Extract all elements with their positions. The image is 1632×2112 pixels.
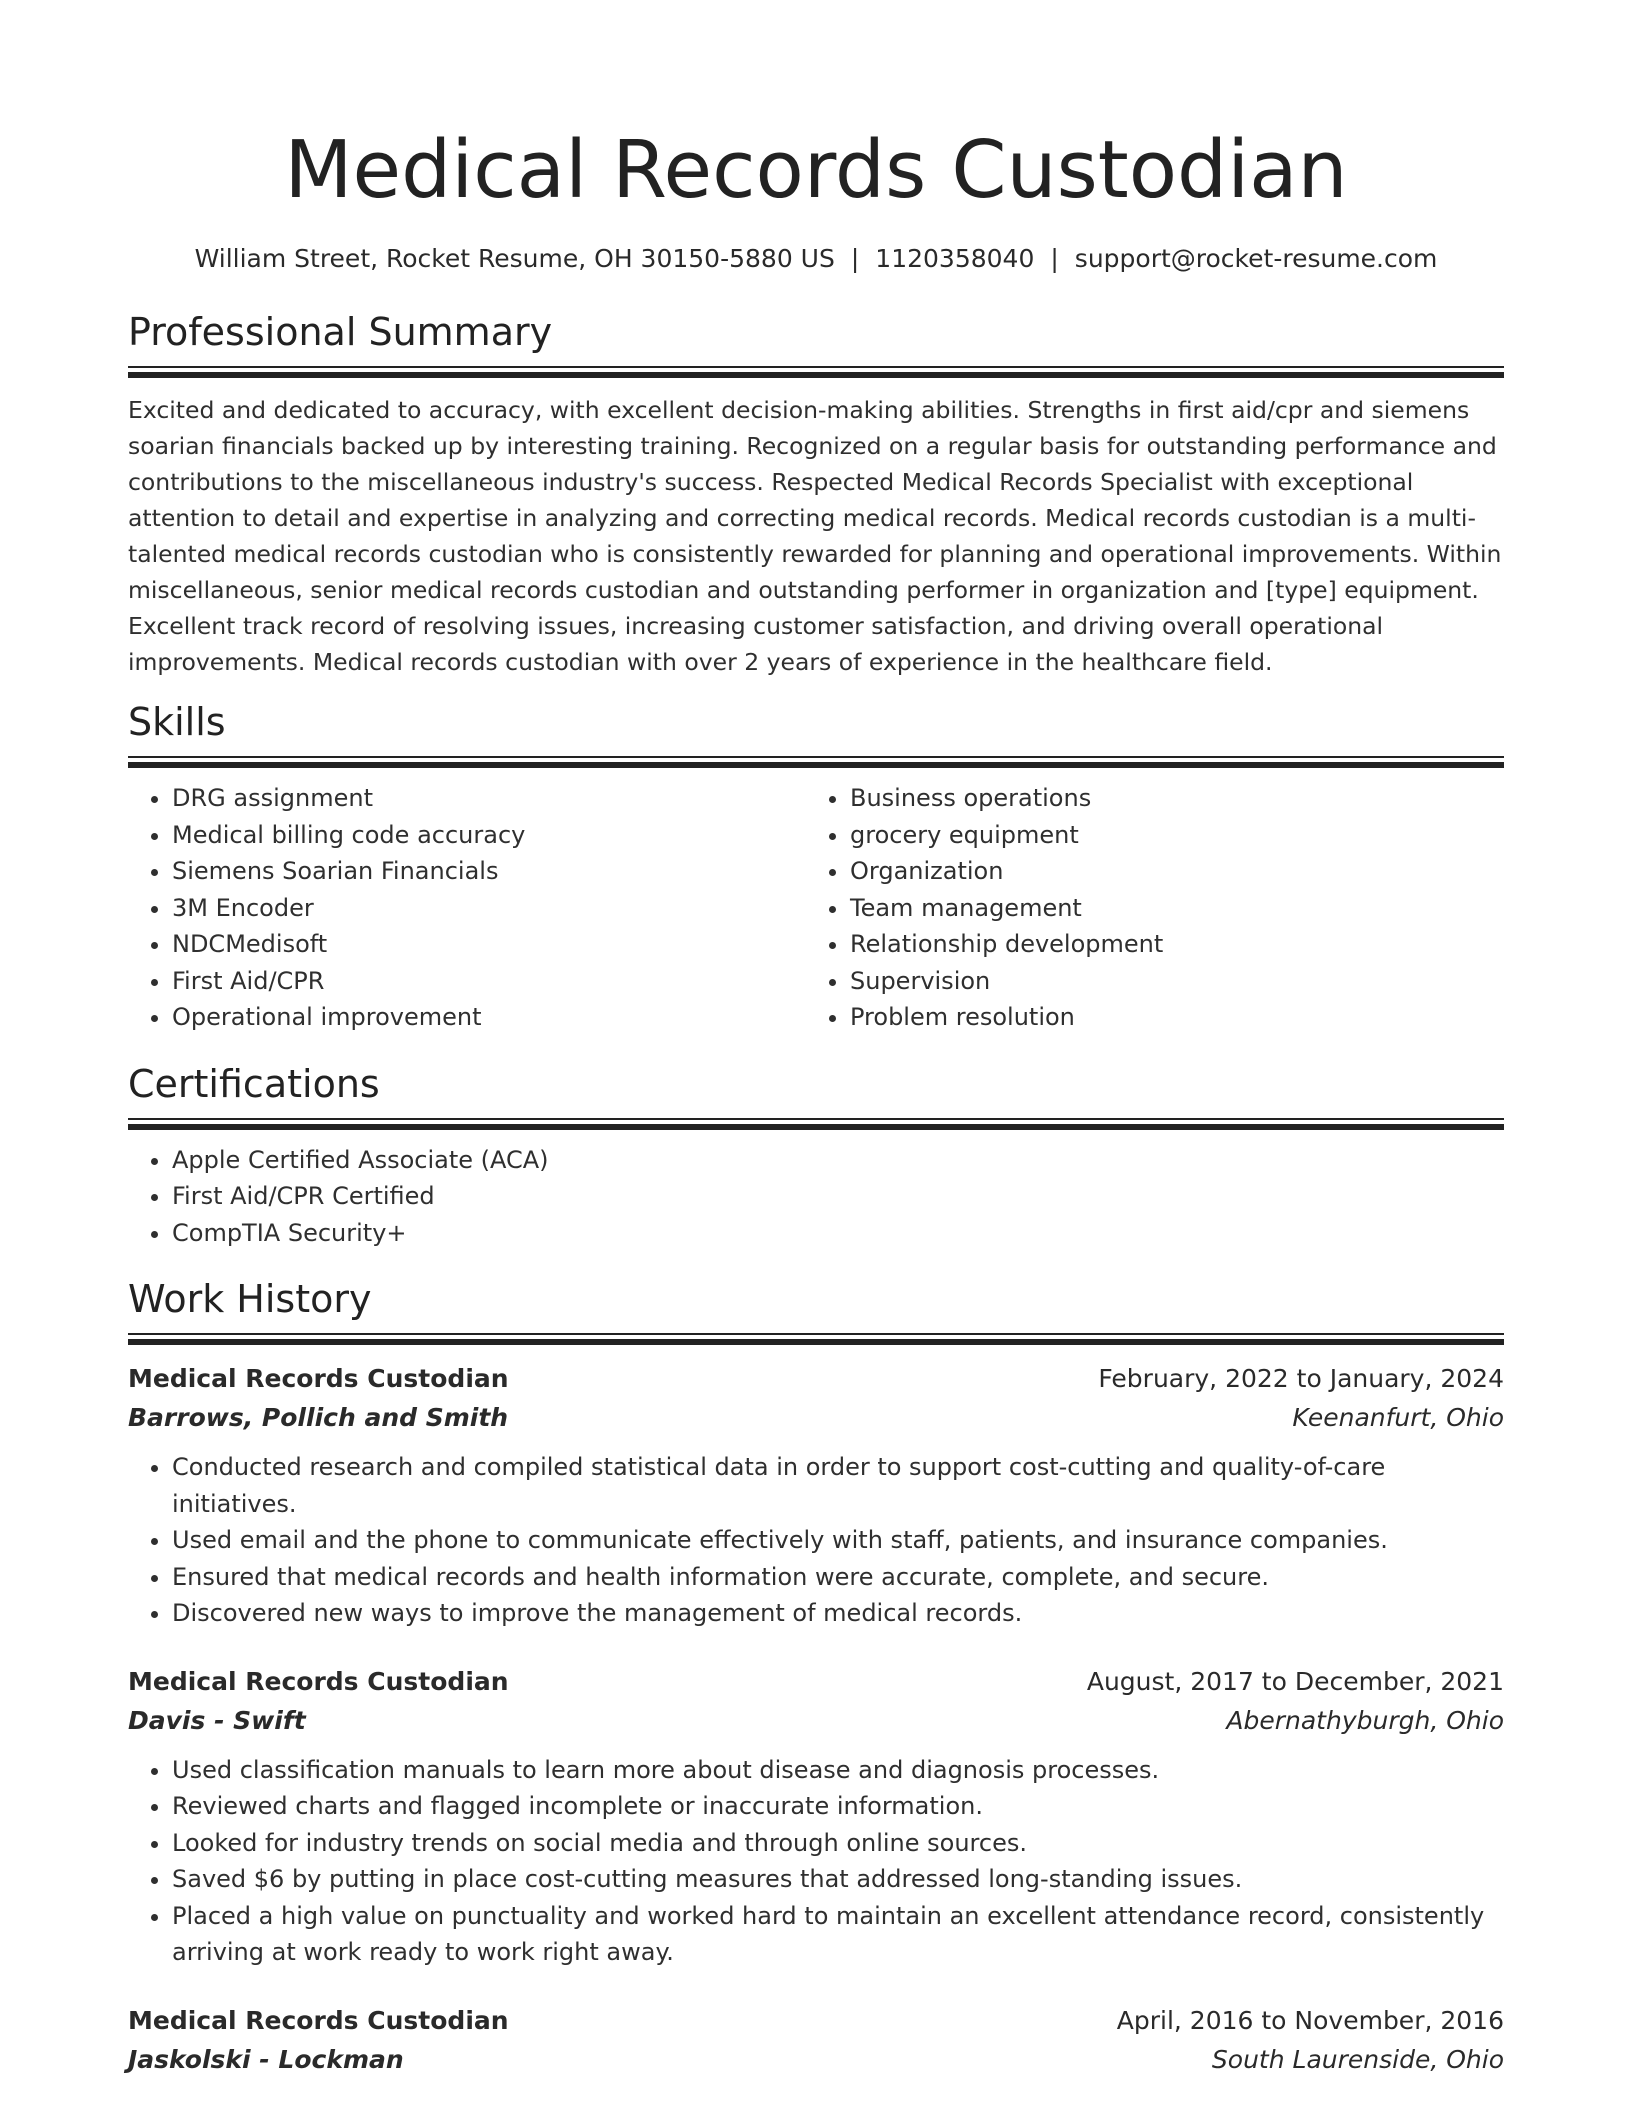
section-divider [128,366,1504,378]
job-bullet: • Discovered new ways to improve the management of medical records. [172,1595,1504,1632]
summary-section [128,308,1504,680]
job-dates: April, 2016 to November, 2016 [1116,2005,1504,2035]
job-company: Barrows, Pollich and Smith [128,1403,509,1432]
job-header-row [128,2001,1504,2040]
skills-grid [128,780,1504,1036]
resume-page [128,0,1504,2079]
job-entry [128,1359,1504,1632]
section-title-certifications: Certifications [128,1061,380,1106]
resume-name: Medical Records Custodian [284,124,1348,216]
job-bullet: • Conducted research and compiled statistical data in order to support cost-cutting and quality-of-care initiatives. [172,1449,1504,1522]
list-item: • 3M Encoder [172,890,806,927]
job-bullet: • Placed a high value on punctuality and worked hard to maintain an excellent attendance record, consistently arriving at work ready to work right away. [172,1898,1504,1971]
section-title-skills: Skills [128,700,226,744]
skills-column-left [128,780,806,1036]
section-divider [128,1118,1504,1130]
skills-list-left [128,780,806,1036]
job-bullet: • Ensured that medical records and health information were accurate, complete, and secure. [172,1559,1504,1596]
section-title-summary: Professional Summary [128,310,553,354]
job-dates: August, 2017 to December, 2021 [1086,1666,1504,1696]
job-bullets [128,1449,1504,1632]
job-bullet: • Used classification manuals to learn more about disease and diagnosis processes. [172,1752,1504,1789]
contact-line [128,242,1504,276]
job-company: Davis - Swift [128,1705,306,1735]
job-company-row [128,1398,1504,1437]
list-item: • Supervision [850,963,1484,1000]
list-item: • Problem resolution [850,999,1484,1036]
job-bullets [128,1752,1504,1971]
job-header-row [128,1662,1504,1701]
contact-address: William Street, Rocket Resume, OH 30150-5880 US [194,244,835,273]
list-item: • First Aid/CPR [172,963,806,1000]
job-header-row [128,1359,1504,1398]
job-company-row [128,2040,1504,2079]
job-bullet: • Reviewed charts and flagged incomplete or inaccurate information. [172,1788,1504,1825]
list-item: • grocery equipment [850,817,1484,854]
contact-separator: | [850,244,860,273]
work-history-list [128,1359,1504,2079]
skills-section [128,698,1504,1036]
job-entry [128,1662,1504,1971]
list-item: • Operational improvement [172,999,806,1036]
job-location: Keenanfurt, Ohio [1292,1403,1504,1432]
skills-column-right [806,780,1484,1036]
job-dates: February, 2022 to January, 2024 [1098,1364,1504,1393]
list-item: • Relationship development [850,926,1484,963]
section-title-work-history: Work History [128,1277,372,1321]
list-item: • DRG assignment [172,780,806,817]
job-entry [128,2001,1504,2079]
contact-separator: | [1050,244,1059,273]
list-item: • CompTIA Security+ [172,1215,1504,1252]
section-divider [128,756,1504,768]
job-company-row [128,1701,1504,1740]
list-item: • Organization [850,853,1484,890]
certifications-section [128,1060,1504,1252]
list-item: • Team management [850,890,1484,927]
contact-email: support@rocket-resume.com [1074,244,1438,273]
work-section [128,1275,1504,2079]
list-item: • Siemens Soarian Financials [172,853,806,890]
contact-phone: 1120358040 [875,244,1035,273]
list-item: • First Aid/CPR Certified [172,1178,1504,1215]
job-bullet: • Looked for industry trends on social media and through online sources. [172,1825,1504,1862]
certifications-list [128,1142,1504,1252]
section-divider [128,1333,1504,1345]
skills-list-right [806,780,1484,1036]
job-title: Medical Records Custodian [128,1666,509,1696]
summary-text: Excited and dedicated to accuracy, with excellent decision-making abilities. Strengths in first aid/cpr and siemens soarian financials backed up by interesting training. Recognized on a regular basis for outstanding performance and contributions to the miscellaneous industry's success. Respected Medical Records Specialist with exceptional attention to detail and expertise in analyzing and correcting medical records. Medical records custodian is a multi-talented medical records custodian who is consistently rewarded for planning and operational improvements. Within miscellaneous, senior medical records custodian and outstanding performer in organization and [type] equipment. Excellent track record of resolving issues, increasing customer satisfaction, and driving overall operational improvements. Medical records custodian with over 2 years of experience in the healthcare field. [128,396,1502,676]
job-title: Medical Records Custodian [128,1364,509,1393]
job-location: Abernathyburgh, Ohio [1226,1705,1504,1735]
list-item: • Medical billing code accuracy [172,817,806,854]
list-item: • NDCMedisoft [172,926,806,963]
job-company: Jaskolski - Lockman [128,2044,404,2074]
job-bullet: • Saved $6 by putting in place cost-cutting measures that addressed long-standing issues. [172,1861,1504,1898]
list-item: • Business operations [850,780,1484,817]
job-bullet: • Used email and the phone to communicate effectively with staff, patients, and insurance companies. [172,1522,1504,1559]
job-location: South Laurenside, Ohio [1211,2044,1504,2074]
job-title: Medical Records Custodian [128,2005,509,2035]
list-item: • Apple Certified Associate (ACA) [172,1142,1504,1179]
